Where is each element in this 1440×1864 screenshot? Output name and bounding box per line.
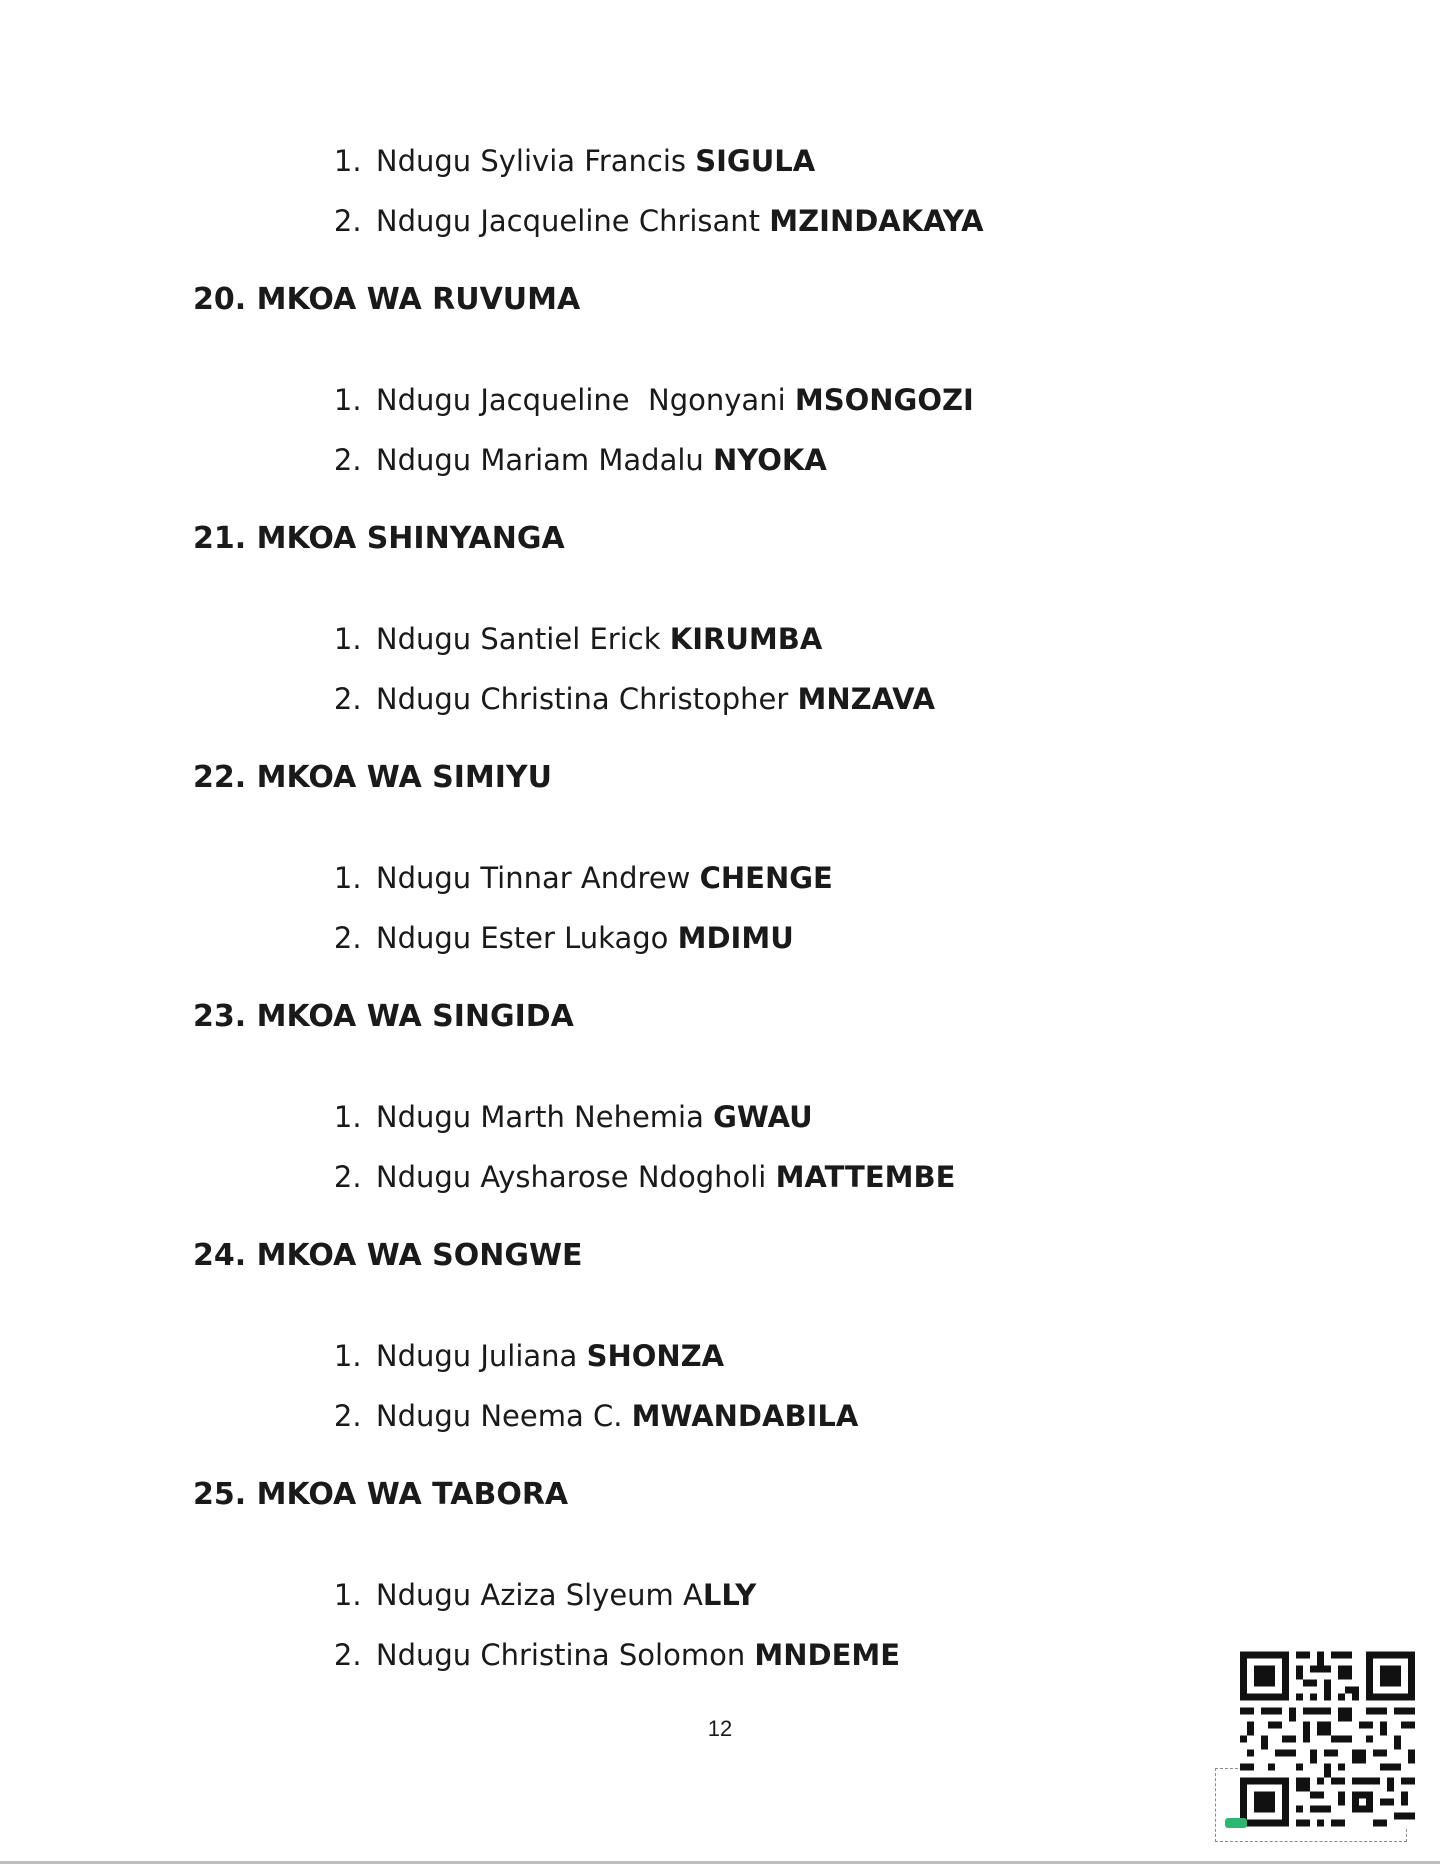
member-given-name: Ndugu Mariam Madalu <box>375 443 713 477</box>
list-item <box>297 400 827 520</box>
region-heading: 24. MKOA WA SONGWE <box>193 1238 583 1273</box>
item-number: 2. <box>333 921 362 955</box>
member-given-name: Ndugu Juliana <box>375 1339 587 1373</box>
list-item <box>297 639 935 759</box>
member-given-name: Ndugu Ester Lukago <box>375 921 678 955</box>
qr-badge <box>1225 1818 1247 1828</box>
member-surname: MSONGOZI <box>794 383 974 417</box>
item-number: 2. <box>333 443 362 477</box>
item-number: 1. <box>333 1578 362 1612</box>
member-given-name: Ndugu Neema C. <box>375 1399 632 1433</box>
item-number: 2. <box>333 1160 362 1194</box>
member-given-name: Ndugu Aziza Slyeum A <box>375 1578 703 1612</box>
member-surname: SHONZA <box>586 1339 725 1373</box>
list-item <box>297 1595 900 1715</box>
item-number: 1. <box>333 144 362 178</box>
item-number: 1. <box>333 383 362 417</box>
member-given-name: Ndugu Jacqueline Chrisant <box>375 204 770 238</box>
member-given-name: Ndugu Santiel Erick <box>375 622 670 656</box>
member-surname: LLY <box>702 1578 757 1612</box>
list-item <box>297 1117 955 1237</box>
member-surname: NYOKA <box>713 443 827 477</box>
member-surname: MZINDAKAYA <box>769 204 984 238</box>
item-number: 1. <box>333 861 362 895</box>
member-surname: MWANDABILA <box>631 1399 859 1433</box>
item-number: 2. <box>333 1638 362 1672</box>
member-surname: MATTEMBE <box>775 1160 956 1194</box>
member-given-name: Ndugu Aysharose Ndogholi <box>375 1160 776 1194</box>
member-surname: SIGULA <box>695 144 816 178</box>
region-heading: 25. MKOA WA TABORA <box>193 1477 569 1512</box>
member-surname: MNZAVA <box>797 682 936 716</box>
member-given-name: Ndugu Tinnar Andrew <box>375 861 700 895</box>
member-surname: MNDEME <box>754 1638 901 1672</box>
item-number: 2. <box>333 204 362 238</box>
member-given-name: Ndugu Christina Solomon <box>375 1638 755 1672</box>
member-surname: MDIMU <box>677 921 794 955</box>
item-number: 1. <box>333 1100 362 1134</box>
member-given-name: Ndugu Jacqueline Ngonyani <box>375 383 795 417</box>
member-given-name: Ndugu Marth Nehemia <box>375 1100 714 1134</box>
item-number: 1. <box>333 1339 362 1373</box>
region-heading: 20. MKOA WA RUVUMA <box>193 282 581 317</box>
member-surname: KIRUMBA <box>669 622 823 656</box>
region-heading: 23. MKOA WA SINGIDA <box>193 999 574 1034</box>
region-heading: 22. MKOA WA SIMIYU <box>193 760 552 795</box>
list-item <box>297 878 794 998</box>
list-item <box>297 1356 858 1476</box>
page-number: 12 <box>707 1716 733 1741</box>
item-number: 2. <box>333 682 362 716</box>
member-given-name: Ndugu Sylivia Francis <box>375 144 696 178</box>
member-surname: CHENGE <box>699 861 833 895</box>
qr-code-icon <box>1240 1650 1415 1828</box>
item-number: 1. <box>333 622 362 656</box>
member-given-name: Ndugu Christina Christopher <box>375 682 798 716</box>
member-surname: GWAU <box>713 1100 813 1134</box>
item-number: 2. <box>333 1399 362 1433</box>
region-heading: 21. MKOA SHINYANGA <box>193 521 565 556</box>
list-item <box>297 161 984 281</box>
